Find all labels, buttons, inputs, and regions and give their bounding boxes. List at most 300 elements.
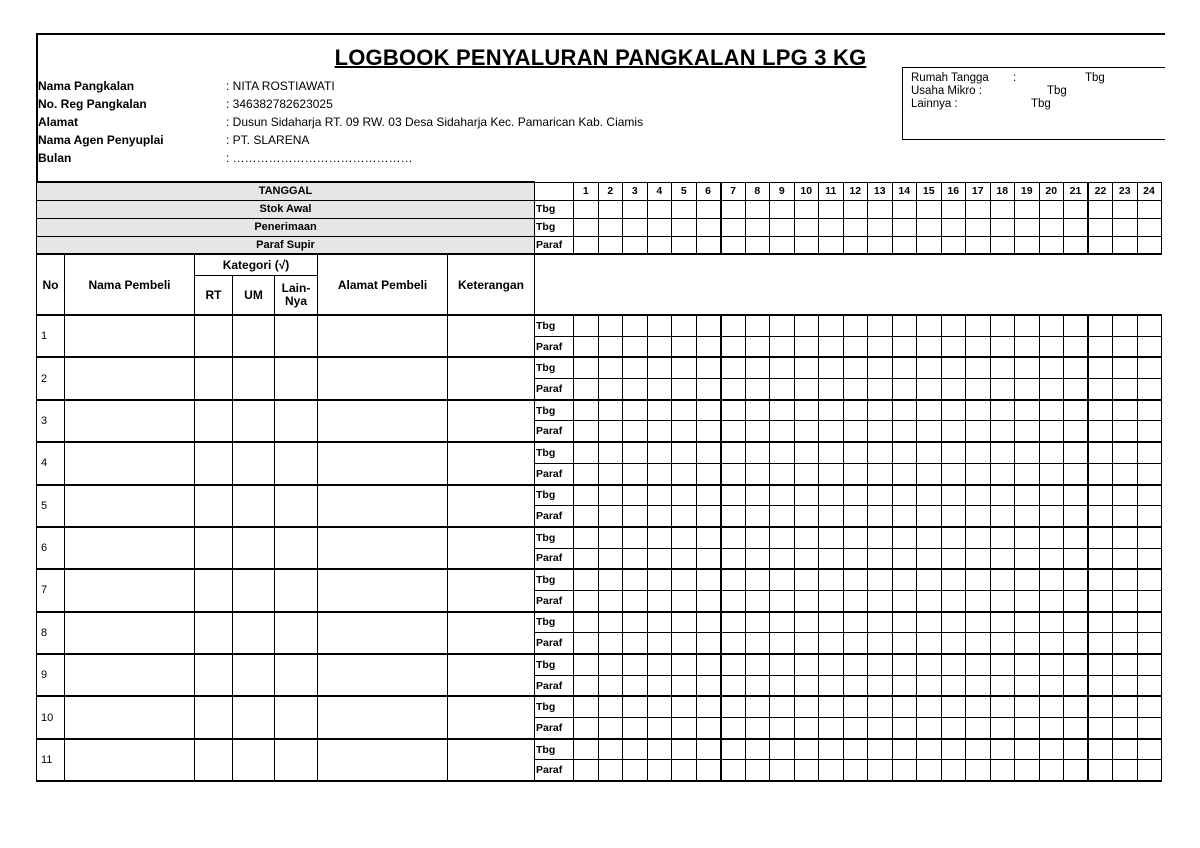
day-cell[interactable]: [819, 739, 844, 760]
day-cell[interactable]: [745, 236, 770, 254]
day-cell[interactable]: [721, 336, 746, 357]
day-cell[interactable]: [696, 696, 721, 717]
day-cell[interactable]: [819, 421, 844, 442]
day-cell[interactable]: [941, 218, 966, 236]
day-cell[interactable]: [598, 218, 623, 236]
day-cell[interactable]: [721, 569, 746, 590]
day-cell[interactable]: [623, 400, 648, 421]
day-cell[interactable]: [1064, 569, 1089, 590]
day-cell[interactable]: [1015, 739, 1040, 760]
day-cell[interactable]: [941, 718, 966, 739]
day-cell[interactable]: [672, 200, 697, 218]
nama-pembeli-cell[interactable]: [65, 357, 195, 399]
day-cell[interactable]: [1113, 612, 1138, 633]
day-cell[interactable]: [843, 200, 868, 218]
day-cell[interactable]: [574, 527, 599, 548]
um-cell[interactable]: [233, 569, 275, 611]
day-cell[interactable]: [745, 357, 770, 378]
day-cell[interactable]: [892, 590, 917, 611]
day-cell[interactable]: [1015, 718, 1040, 739]
day-cell[interactable]: [1039, 236, 1064, 254]
day-cell[interactable]: [696, 590, 721, 611]
day-cell[interactable]: [868, 633, 893, 654]
day-cell[interactable]: [1064, 463, 1089, 484]
day-cell[interactable]: [1039, 315, 1064, 336]
day-cell[interactable]: [623, 463, 648, 484]
day-cell[interactable]: [917, 379, 942, 400]
day-cell[interactable]: [721, 633, 746, 654]
day-cell[interactable]: [1064, 739, 1089, 760]
day-cell[interactable]: [1064, 696, 1089, 717]
day-cell[interactable]: [990, 236, 1015, 254]
day-cell[interactable]: [770, 569, 795, 590]
day-cell[interactable]: [917, 654, 942, 675]
day-cell[interactable]: [819, 463, 844, 484]
day-cell[interactable]: [990, 633, 1015, 654]
day-cell[interactable]: [917, 421, 942, 442]
lainnya-cell[interactable]: [275, 612, 318, 654]
day-cell[interactable]: [1113, 336, 1138, 357]
day-cell[interactable]: [917, 718, 942, 739]
day-cell[interactable]: [819, 760, 844, 781]
day-cell[interactable]: [1088, 315, 1113, 336]
day-cell[interactable]: [1039, 400, 1064, 421]
day-cell[interactable]: [1137, 442, 1161, 463]
day-cell[interactable]: [672, 315, 697, 336]
day-cell[interactable]: [598, 696, 623, 717]
day-cell[interactable]: [1064, 442, 1089, 463]
day-cell[interactable]: [672, 760, 697, 781]
day-cell[interactable]: [1113, 696, 1138, 717]
day-cell[interactable]: [843, 506, 868, 527]
day-cell[interactable]: [819, 485, 844, 506]
day-cell[interactable]: [647, 442, 672, 463]
day-cell[interactable]: [623, 633, 648, 654]
day-cell[interactable]: [868, 218, 893, 236]
day-cell[interactable]: [1088, 218, 1113, 236]
day-cell[interactable]: [574, 218, 599, 236]
day-cell[interactable]: [917, 633, 942, 654]
day-cell[interactable]: [1113, 654, 1138, 675]
day-cell[interactable]: [892, 315, 917, 336]
day-cell[interactable]: [672, 357, 697, 378]
day-cell[interactable]: [770, 633, 795, 654]
rt-cell[interactable]: [195, 569, 233, 611]
day-cell[interactable]: [721, 760, 746, 781]
day-cell[interactable]: [1064, 675, 1089, 696]
um-cell[interactable]: [233, 739, 275, 781]
day-cell[interactable]: [1137, 612, 1161, 633]
day-cell[interactable]: [990, 590, 1015, 611]
day-cell[interactable]: [745, 696, 770, 717]
day-cell[interactable]: [941, 336, 966, 357]
day-cell[interactable]: [696, 379, 721, 400]
day-cell[interactable]: [990, 696, 1015, 717]
day-cell[interactable]: [696, 760, 721, 781]
alamat-pembeli-cell[interactable]: [318, 696, 448, 738]
day-cell[interactable]: [1088, 569, 1113, 590]
day-cell[interactable]: [598, 200, 623, 218]
rt-cell[interactable]: [195, 442, 233, 484]
alamat-pembeli-cell[interactable]: [318, 527, 448, 569]
day-cell[interactable]: [843, 569, 868, 590]
day-cell[interactable]: [1137, 527, 1161, 548]
day-cell[interactable]: [770, 548, 795, 569]
alamat-pembeli-cell[interactable]: [318, 654, 448, 696]
day-cell[interactable]: [696, 527, 721, 548]
day-cell[interactable]: [917, 760, 942, 781]
day-cell[interactable]: [794, 633, 819, 654]
day-cell[interactable]: [917, 218, 942, 236]
day-cell[interactable]: [598, 379, 623, 400]
day-cell[interactable]: [941, 506, 966, 527]
day-cell[interactable]: [868, 421, 893, 442]
day-cell[interactable]: [770, 718, 795, 739]
day-cell[interactable]: [1064, 218, 1089, 236]
day-cell[interactable]: [696, 236, 721, 254]
day-cell[interactable]: [1088, 200, 1113, 218]
day-cell[interactable]: [990, 569, 1015, 590]
day-cell[interactable]: [721, 463, 746, 484]
day-cell[interactable]: [892, 633, 917, 654]
day-cell[interactable]: [647, 200, 672, 218]
day-cell[interactable]: [794, 612, 819, 633]
keterangan-cell[interactable]: [448, 569, 535, 611]
day-cell[interactable]: [647, 236, 672, 254]
day-cell[interactable]: [941, 739, 966, 760]
keterangan-cell[interactable]: [448, 315, 535, 357]
day-cell[interactable]: [672, 527, 697, 548]
day-cell[interactable]: [1088, 675, 1113, 696]
day-cell[interactable]: [623, 739, 648, 760]
day-cell[interactable]: [672, 696, 697, 717]
day-cell[interactable]: [794, 654, 819, 675]
day-cell[interactable]: [917, 590, 942, 611]
day-cell[interactable]: [1064, 590, 1089, 611]
day-cell[interactable]: [574, 739, 599, 760]
day-cell[interactable]: [892, 527, 917, 548]
day-cell[interactable]: [647, 696, 672, 717]
nama-pembeli-cell[interactable]: [65, 569, 195, 611]
nama-pembeli-cell[interactable]: [65, 654, 195, 696]
day-cell[interactable]: [990, 527, 1015, 548]
day-cell[interactable]: [990, 315, 1015, 336]
day-cell[interactable]: [941, 633, 966, 654]
day-cell[interactable]: [1113, 548, 1138, 569]
day-cell[interactable]: [917, 336, 942, 357]
day-cell[interactable]: [868, 336, 893, 357]
day-cell[interactable]: [1137, 336, 1161, 357]
day-cell[interactable]: [623, 315, 648, 336]
day-cell[interactable]: [1039, 590, 1064, 611]
nama-pembeli-cell[interactable]: [65, 442, 195, 484]
day-cell[interactable]: [1113, 739, 1138, 760]
day-cell[interactable]: [598, 506, 623, 527]
day-cell[interactable]: [1015, 421, 1040, 442]
day-cell[interactable]: [892, 612, 917, 633]
alamat-pembeli-cell[interactable]: [318, 569, 448, 611]
day-cell[interactable]: [696, 463, 721, 484]
day-cell[interactable]: [623, 485, 648, 506]
day-cell[interactable]: [1015, 548, 1040, 569]
day-cell[interactable]: [574, 569, 599, 590]
day-cell[interactable]: [1088, 718, 1113, 739]
day-cell[interactable]: [1064, 506, 1089, 527]
day-cell[interactable]: [1039, 485, 1064, 506]
day-cell[interactable]: [966, 675, 991, 696]
day-cell[interactable]: [966, 442, 991, 463]
day-cell[interactable]: [598, 315, 623, 336]
day-cell[interactable]: [1088, 739, 1113, 760]
lainnya-cell[interactable]: [275, 696, 318, 738]
day-cell[interactable]: [647, 527, 672, 548]
day-cell[interactable]: [745, 654, 770, 675]
day-cell[interactable]: [598, 527, 623, 548]
day-cell[interactable]: [843, 485, 868, 506]
day-cell[interactable]: [745, 336, 770, 357]
day-cell[interactable]: [868, 379, 893, 400]
day-cell[interactable]: [721, 218, 746, 236]
day-cell[interactable]: [892, 421, 917, 442]
day-cell[interactable]: [892, 548, 917, 569]
day-cell[interactable]: [1064, 357, 1089, 378]
day-cell[interactable]: [941, 527, 966, 548]
day-cell[interactable]: [794, 463, 819, 484]
day-cell[interactable]: [794, 675, 819, 696]
day-cell[interactable]: [1064, 485, 1089, 506]
day-cell[interactable]: [892, 442, 917, 463]
lainnya-cell[interactable]: [275, 569, 318, 611]
day-cell[interactable]: [1039, 675, 1064, 696]
day-cell[interactable]: [794, 218, 819, 236]
day-cell[interactable]: [966, 336, 991, 357]
day-cell[interactable]: [941, 485, 966, 506]
day-cell[interactable]: [892, 569, 917, 590]
day-cell[interactable]: [647, 633, 672, 654]
day-cell[interactable]: [941, 548, 966, 569]
day-cell[interactable]: [868, 739, 893, 760]
keterangan-cell[interactable]: [448, 739, 535, 781]
alamat-pembeli-cell[interactable]: [318, 315, 448, 357]
day-cell[interactable]: [966, 718, 991, 739]
rt-cell[interactable]: [195, 400, 233, 442]
day-cell[interactable]: [1137, 218, 1161, 236]
day-cell[interactable]: [770, 675, 795, 696]
day-cell[interactable]: [696, 675, 721, 696]
day-cell[interactable]: [672, 421, 697, 442]
day-cell[interactable]: [745, 442, 770, 463]
day-cell[interactable]: [696, 739, 721, 760]
day-cell[interactable]: [696, 442, 721, 463]
day-cell[interactable]: [990, 739, 1015, 760]
day-cell[interactable]: [794, 760, 819, 781]
day-cell[interactable]: [1088, 485, 1113, 506]
day-cell[interactable]: [990, 379, 1015, 400]
day-cell[interactable]: [1015, 590, 1040, 611]
day-cell[interactable]: [1064, 421, 1089, 442]
day-cell[interactable]: [917, 463, 942, 484]
day-cell[interactable]: [990, 654, 1015, 675]
rt-cell[interactable]: [195, 696, 233, 738]
day-cell[interactable]: [1015, 612, 1040, 633]
day-cell[interactable]: [794, 569, 819, 590]
day-cell[interactable]: [1137, 696, 1161, 717]
day-cell[interactable]: [941, 569, 966, 590]
day-cell[interactable]: [672, 718, 697, 739]
day-cell[interactable]: [941, 590, 966, 611]
day-cell[interactable]: [892, 739, 917, 760]
alamat-pembeli-cell[interactable]: [318, 612, 448, 654]
day-cell[interactable]: [843, 463, 868, 484]
day-cell[interactable]: [721, 485, 746, 506]
day-cell[interactable]: [623, 421, 648, 442]
day-cell[interactable]: [672, 739, 697, 760]
day-cell[interactable]: [819, 218, 844, 236]
day-cell[interactable]: [1113, 590, 1138, 611]
day-cell[interactable]: [574, 696, 599, 717]
nama-pembeli-cell[interactable]: [65, 485, 195, 527]
day-cell[interactable]: [672, 485, 697, 506]
day-cell[interactable]: [647, 485, 672, 506]
alamat-pembeli-cell[interactable]: [318, 485, 448, 527]
day-cell[interactable]: [892, 675, 917, 696]
day-cell[interactable]: [917, 357, 942, 378]
day-cell[interactable]: [1064, 315, 1089, 336]
day-cell[interactable]: [843, 442, 868, 463]
day-cell[interactable]: [770, 527, 795, 548]
day-cell[interactable]: [1039, 421, 1064, 442]
day-cell[interactable]: [1064, 400, 1089, 421]
day-cell[interactable]: [647, 739, 672, 760]
day-cell[interactable]: [574, 315, 599, 336]
day-cell[interactable]: [574, 654, 599, 675]
day-cell[interactable]: [1064, 612, 1089, 633]
day-cell[interactable]: [745, 400, 770, 421]
day-cell[interactable]: [843, 696, 868, 717]
day-cell[interactable]: [574, 379, 599, 400]
day-cell[interactable]: [1015, 506, 1040, 527]
nama-pembeli-cell[interactable]: [65, 739, 195, 781]
day-cell[interactable]: [1137, 421, 1161, 442]
day-cell[interactable]: [966, 548, 991, 569]
day-cell[interactable]: [647, 548, 672, 569]
day-cell[interactable]: [868, 718, 893, 739]
day-cell[interactable]: [1113, 675, 1138, 696]
day-cell[interactable]: [745, 569, 770, 590]
day-cell[interactable]: [990, 718, 1015, 739]
day-cell[interactable]: [941, 654, 966, 675]
day-cell[interactable]: [721, 675, 746, 696]
day-cell[interactable]: [794, 379, 819, 400]
day-cell[interactable]: [868, 760, 893, 781]
day-cell[interactable]: [966, 421, 991, 442]
day-cell[interactable]: [770, 357, 795, 378]
day-cell[interactable]: [1137, 315, 1161, 336]
day-cell[interactable]: [966, 506, 991, 527]
day-cell[interactable]: [745, 218, 770, 236]
day-cell[interactable]: [868, 696, 893, 717]
day-cell[interactable]: [574, 421, 599, 442]
day-cell[interactable]: [941, 379, 966, 400]
day-cell[interactable]: [598, 357, 623, 378]
day-cell[interactable]: [1064, 527, 1089, 548]
day-cell[interactable]: [598, 760, 623, 781]
day-cell[interactable]: [1113, 421, 1138, 442]
day-cell[interactable]: [966, 218, 991, 236]
day-cell[interactable]: [966, 357, 991, 378]
day-cell[interactable]: [1113, 718, 1138, 739]
keterangan-cell[interactable]: [448, 400, 535, 442]
day-cell[interactable]: [1064, 548, 1089, 569]
day-cell[interactable]: [1088, 336, 1113, 357]
day-cell[interactable]: [647, 218, 672, 236]
day-cell[interactable]: [1113, 400, 1138, 421]
day-cell[interactable]: [1088, 633, 1113, 654]
day-cell[interactable]: [770, 442, 795, 463]
day-cell[interactable]: [770, 200, 795, 218]
day-cell[interactable]: [1137, 236, 1161, 254]
day-cell[interactable]: [1015, 236, 1040, 254]
day-cell[interactable]: [721, 506, 746, 527]
day-cell[interactable]: [1113, 200, 1138, 218]
day-cell[interactable]: [1015, 336, 1040, 357]
day-cell[interactable]: [819, 548, 844, 569]
day-cell[interactable]: [647, 654, 672, 675]
day-cell[interactable]: [672, 379, 697, 400]
day-cell[interactable]: [672, 654, 697, 675]
day-cell[interactable]: [1137, 718, 1161, 739]
day-cell[interactable]: [819, 675, 844, 696]
day-cell[interactable]: [794, 442, 819, 463]
day-cell[interactable]: [917, 506, 942, 527]
um-cell[interactable]: [233, 612, 275, 654]
day-cell[interactable]: [745, 675, 770, 696]
day-cell[interactable]: [990, 760, 1015, 781]
day-cell[interactable]: [623, 527, 648, 548]
day-cell[interactable]: [1113, 357, 1138, 378]
day-cell[interactable]: [1039, 739, 1064, 760]
day-cell[interactable]: [990, 200, 1015, 218]
day-cell[interactable]: [672, 675, 697, 696]
lainnya-cell[interactable]: [275, 315, 318, 357]
day-cell[interactable]: [1015, 442, 1040, 463]
day-cell[interactable]: [1113, 569, 1138, 590]
day-cell[interactable]: [598, 718, 623, 739]
day-cell[interactable]: [647, 379, 672, 400]
day-cell[interactable]: [1039, 612, 1064, 633]
day-cell[interactable]: [1015, 485, 1040, 506]
day-cell[interactable]: [672, 236, 697, 254]
day-cell[interactable]: [770, 612, 795, 633]
day-cell[interactable]: [721, 612, 746, 633]
day-cell[interactable]: [745, 612, 770, 633]
day-cell[interactable]: [1088, 760, 1113, 781]
keterangan-cell[interactable]: [448, 357, 535, 399]
day-cell[interactable]: [794, 718, 819, 739]
day-cell[interactable]: [647, 612, 672, 633]
day-cell[interactable]: [966, 463, 991, 484]
day-cell[interactable]: [1015, 633, 1040, 654]
day-cell[interactable]: [819, 379, 844, 400]
day-cell[interactable]: [819, 527, 844, 548]
day-cell[interactable]: [598, 236, 623, 254]
day-cell[interactable]: [1113, 527, 1138, 548]
day-cell[interactable]: [794, 696, 819, 717]
keterangan-cell[interactable]: [448, 612, 535, 654]
day-cell[interactable]: [966, 400, 991, 421]
day-cell[interactable]: [1039, 718, 1064, 739]
day-cell[interactable]: [917, 485, 942, 506]
